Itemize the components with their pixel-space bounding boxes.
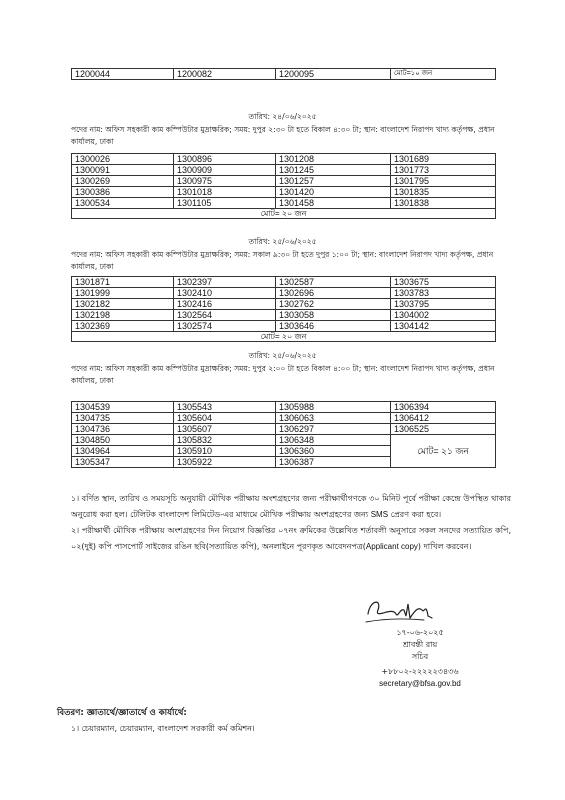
total-cell: মোট= ২১ জন — [391, 435, 496, 468]
signatory-designation: সচিব — [411, 652, 429, 661]
table-row — [72, 154, 496, 165]
signature-block — [350, 627, 490, 690]
roll-cell: 1301871 — [72, 277, 174, 288]
total-row — [72, 332, 496, 342]
table-row — [72, 299, 496, 310]
total-cell: মোট= ২০ জন — [72, 209, 496, 219]
roll-cell: 1305604 — [174, 413, 276, 424]
signatory-phone: +৮৮০২-২২২২২৩৪৩৬ — [381, 667, 459, 676]
table-row — [72, 435, 496, 446]
signatory-email: secretary@bfsa.gov.bd — [379, 679, 461, 688]
roll-cell: 1301835 — [391, 187, 496, 198]
roll-cell: 1301795 — [391, 176, 496, 187]
roll-cell: 1305910 — [174, 446, 276, 457]
section-date: তারিখ: ২৪/০৬/২০২৫ — [248, 112, 317, 121]
roll-cell: 1304539 — [72, 402, 174, 413]
roll-cell: 1300269 — [72, 176, 174, 187]
roll-cell: 1302198 — [72, 310, 174, 321]
roll-cell: 1303058 — [276, 310, 391, 321]
roll-cell: 1305543 — [174, 402, 276, 413]
roll-cell: 1303675 — [391, 277, 496, 288]
note-2-latin: Applicant copy — [365, 542, 418, 551]
roll-cell: 1303646 — [276, 321, 391, 332]
roll-cell: 1302762 — [276, 299, 391, 310]
roll-cell: 1304964 — [72, 446, 174, 457]
table-row — [72, 277, 496, 288]
table-row — [72, 424, 496, 435]
roll-cell: 1305347 — [72, 457, 174, 468]
section-date: তারিখ: ২৫/০৬/২০২৫ — [248, 351, 317, 360]
roll-cell: 1302696 — [276, 288, 391, 299]
handwritten-signature — [362, 592, 442, 628]
distribution-title: বিতরণ: জ্ঞাতার্থে/জ্ঞাতার্থে ও কার্যার্থে: — [57, 708, 187, 718]
roll-cell: 1301245 — [276, 165, 391, 176]
roll-cell: 1301689 — [391, 154, 496, 165]
roll-cell: 1302397 — [174, 277, 276, 288]
roll-cell: 1200095 — [276, 69, 391, 80]
roll-cell: 1303783 — [391, 288, 496, 299]
note-2-text-a: ২। পরীক্ষার্থী মৌখিক পরীক্ষায় অংশগ্রহণের দিন নিয়োগ বিজ্ঞপ্তির ০৭নং ক্রমিকের উল্লেখিত শর্তাবলী অনুসারে সকল সনদের সত্যায়িত কপি, ০২(দুই) কপি পাসপোর্ট সাইজের রঙিন ছবি(সত্যায়িত কপি), অনলাইনে পূরণকৃত আবেদনপত্র( — [71, 526, 511, 551]
section-info: পদের নাম: অফিস সহকারী কাম কম্পিউটার মুদ্রাক্ষরিক; সময়: দুপুর ২:৩০ টা হতে বিকাল ৪:৩০ টা; স্থান: বাংলাদেশ নিরাপদ খাদ্য কর্তৃপক্ষ, প্রধান কার্যালয়, ঢাকা — [71, 125, 495, 146]
roll-cell: 1301105 — [174, 198, 276, 209]
roll-cell: 1302574 — [174, 321, 276, 332]
roll-cell: 1300896 — [174, 154, 276, 165]
roll-cell: 1301257 — [276, 176, 391, 187]
roll-table — [71, 401, 496, 468]
roll-cell: 1302416 — [174, 299, 276, 310]
table-row — [72, 413, 496, 424]
roll-cell: 1301773 — [391, 165, 496, 176]
note-2-text-b: ) দাখিল করবেন। — [417, 542, 472, 551]
roll-cell: 1301999 — [72, 288, 174, 299]
table-row — [72, 198, 496, 209]
roll-cell: 1306394 — [391, 402, 496, 413]
table-row — [72, 187, 496, 198]
note-1-text-a: ১। বর্ণিত স্থান, তারিখ ও সময়সূচি অনুযায়ী মৌখিক পরীক্ষায় অংশগ্রহণের জন্য পরীক্ষার্থীগণকে ৩০ মিনিট পূর্বে পরীক্ষা কেন্দ্রে উপস্থিত থাকার অনুরোধ করা হল। টেলিটক বাংলাদেশ লিমিটেড-এর মাধ্যমে মৌখিক পরীক্ষায় অংশগ্রহণের জন্য — [71, 494, 511, 519]
table-row — [72, 165, 496, 176]
roll-cell: 1305922 — [174, 457, 276, 468]
table-row — [72, 321, 496, 332]
section-date: তারিখ: ২৫/০৬/২০২৫ — [248, 237, 317, 246]
roll-cell: 1301420 — [276, 187, 391, 198]
total-cell: মোট= ২০ জন — [72, 332, 496, 342]
roll-cell: 1300386 — [72, 187, 174, 198]
section-info: পদের নাম: অফিস সহকারী কাম কম্পিউটার মুদ্রাক্ষরিক; সময়: সকাল ৯:৩০ টা হতে দুপুর ১:০০ টা; স্থান: বাংলাদেশ নিরাপদ খাদ্য কর্তৃপক্ষ, প্রধান কার্যালয়, ঢাকা — [71, 250, 494, 271]
roll-cell: 1302564 — [174, 310, 276, 321]
roll-cell: 1305607 — [174, 424, 276, 435]
roll-cell: 1306360 — [276, 446, 391, 457]
roll-cell: 1305988 — [276, 402, 391, 413]
roll-cell: 1304736 — [72, 424, 174, 435]
roll-cell: 1306387 — [276, 457, 391, 468]
signatory-name: শ্রাবন্তী রায় — [402, 640, 438, 649]
roll-cell: 1306525 — [391, 424, 496, 435]
roll-cell: 1300975 — [174, 176, 276, 187]
roll-cell: 1300534 — [72, 198, 174, 209]
roll-cell: 1200082 — [174, 69, 276, 80]
table-row — [72, 176, 496, 187]
roll-cell: 1300091 — [72, 165, 174, 176]
roll-cell: 1302369 — [72, 321, 174, 332]
total-row — [72, 209, 496, 219]
signature-date: ১৭-০৬-২০২৫ — [396, 628, 444, 637]
roll-cell: 1300909 — [174, 165, 276, 176]
roll-cell: 1306412 — [391, 413, 496, 424]
distribution-item: ১। চেয়ারম্যান, চেয়ারম্যান, বাংলাদেশ সরকারী কর্ম কমিশন। — [71, 724, 255, 733]
roll-cell: 1200044 — [72, 69, 174, 80]
roll-cell: 1303795 — [391, 299, 496, 310]
roll-cell: 1301838 — [391, 198, 496, 209]
section-info: পদের নাম: অফিস সহকারী কাম কম্পিউটার মুদ্রাক্ষরিক; সময়: দুপুর ২:০০ টা হতে বিকাল ৪:০০ টা; স্থান: বাংলাদেশ নিরাপদ খাদ্য কর্তৃপক্ষ, প্রধান কার্যালয়, ঢাকা — [71, 364, 495, 385]
top-roll-table — [71, 68, 496, 80]
roll-cell: 1304142 — [391, 321, 496, 332]
total-cell: মোট=১০ জন — [391, 69, 496, 80]
table-row — [72, 310, 496, 321]
note-2 — [71, 523, 511, 555]
roll-cell: 1301208 — [276, 154, 391, 165]
table-row — [72, 69, 496, 80]
roll-cell: 1304735 — [72, 413, 174, 424]
table-row — [72, 288, 496, 299]
note-1-text-b: প্রেরণ করা হবে। — [388, 510, 442, 519]
roll-cell: 1302587 — [276, 277, 391, 288]
note-1-sms: SMS — [370, 510, 389, 519]
roll-table — [71, 276, 496, 342]
roll-cell: 1300026 — [72, 154, 174, 165]
roll-cell: 1306063 — [276, 413, 391, 424]
note-1 — [71, 491, 511, 523]
roll-cell: 1301458 — [276, 198, 391, 209]
roll-cell: 1306297 — [276, 424, 391, 435]
roll-cell: 1305832 — [174, 435, 276, 446]
table-row — [72, 402, 496, 413]
roll-cell: 1304002 — [391, 310, 496, 321]
roll-table — [71, 153, 496, 219]
roll-cell: 1304850 — [72, 435, 174, 446]
roll-cell: 1302410 — [174, 288, 276, 299]
roll-cell: 1302182 — [72, 299, 174, 310]
roll-cell: 1301018 — [174, 187, 276, 198]
roll-cell: 1306348 — [276, 435, 391, 446]
